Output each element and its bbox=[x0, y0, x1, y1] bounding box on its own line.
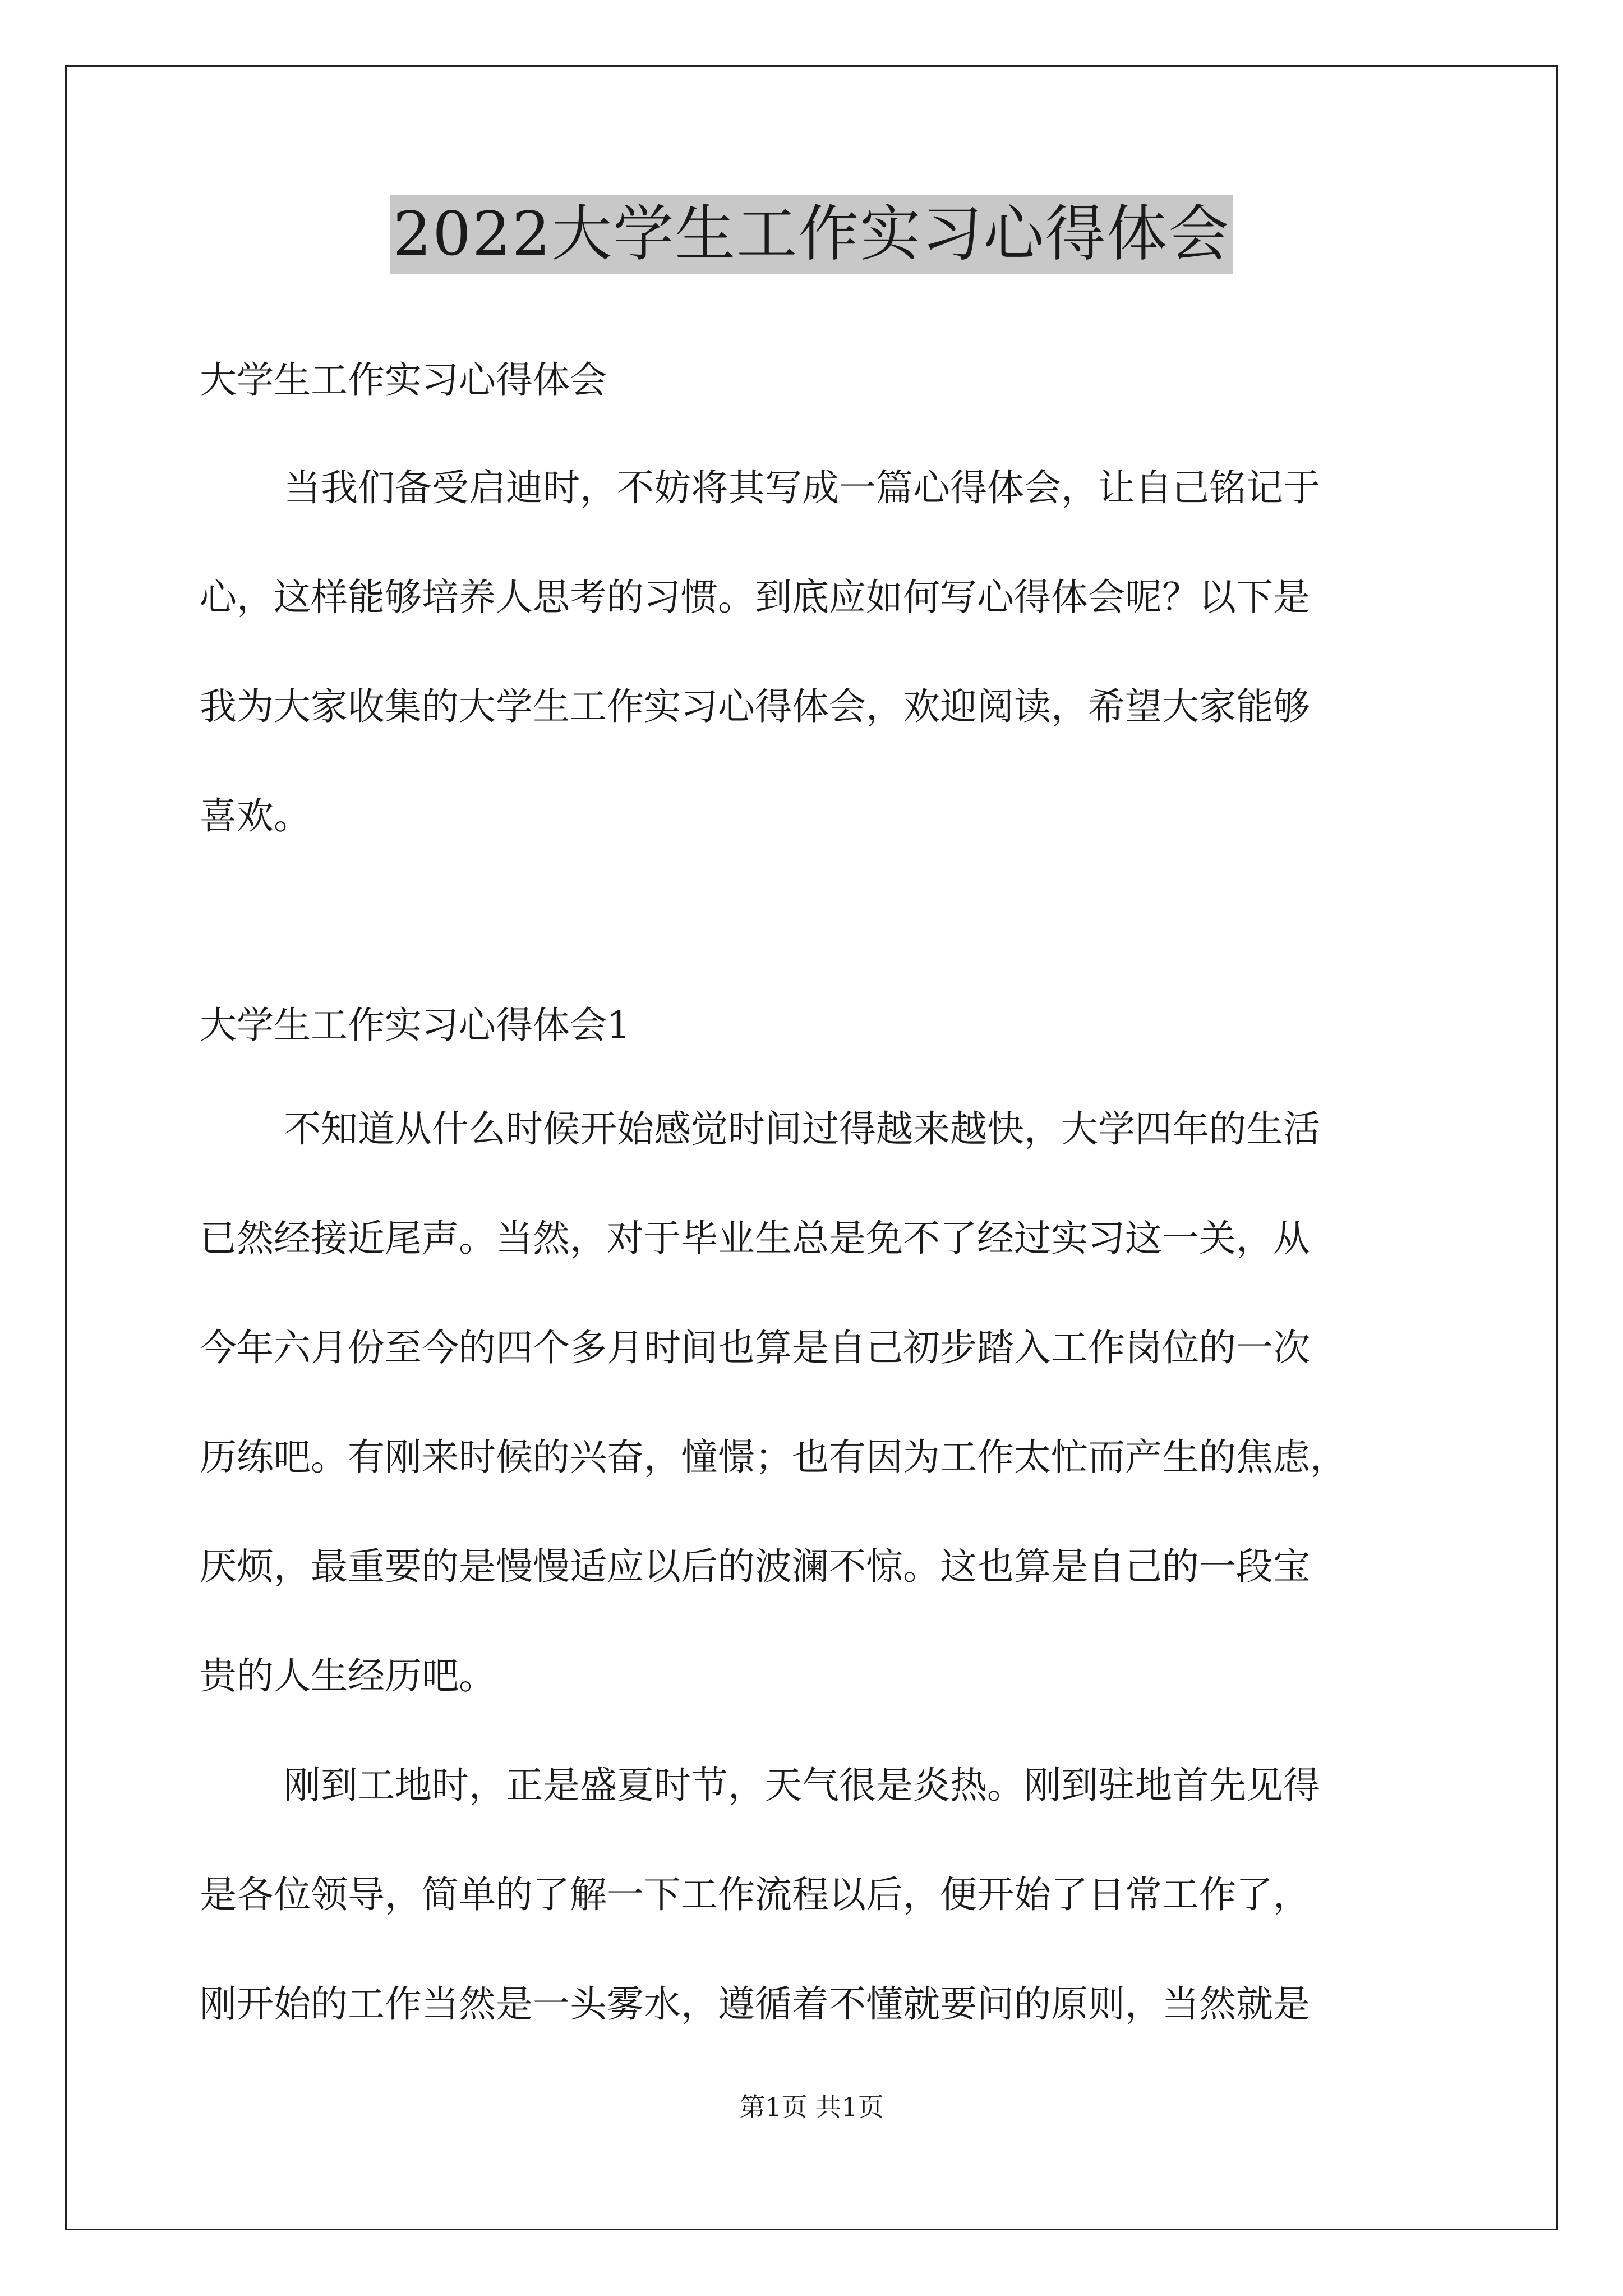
title-container bbox=[0, 195, 1623, 274]
para2-line: 是各位领导，简单的了解一下工作流程以后，便开始了日常工作了， bbox=[200, 1873, 1310, 1916]
section1-heading: 大学生工作实习心得体会1 bbox=[200, 1004, 630, 1047]
para1-line: 厌烦，最重要的是慢慢适应以后的波澜不惊。这也算是自己的一段宝 bbox=[200, 1545, 1310, 1588]
intro-line: 我为大家收集的大学生工作实习心得体会，欢迎阅读，希望大家能够 bbox=[200, 685, 1310, 728]
main-heading: 大学生工作实习心得体会 bbox=[200, 358, 607, 402]
document-title: 2022大学生工作实习心得体会 bbox=[390, 195, 1234, 274]
para2-line: 刚开始的工作当然是一头雾水，遵循着不懂就要问的原则，当然就是 bbox=[200, 1982, 1310, 2026]
para1-line: 贵的人生经历吧。 bbox=[200, 1654, 496, 1697]
intro-line: 心，这样能够培养人思考的习惯。到底应如何写心得体会呢？以下是 bbox=[200, 576, 1310, 619]
intro-line: 喜欢。 bbox=[200, 794, 311, 838]
para1-line: 不知道从什么时候开始感觉时间过得越来越快，大学四年的生活 bbox=[284, 1107, 1320, 1151]
para1-line: 今年六月份至今的四个多月时间也算是自己初步踏入工作岗位的一次 bbox=[200, 1326, 1310, 1369]
intro-line: 当我们备受启迪时，不妨将其写成一篇心得体会，让自己铭记于 bbox=[284, 466, 1320, 509]
para1-line: 历练吧。有刚来时候的兴奋，憧憬；也有因为工作太忙而产生的焦虑， bbox=[200, 1435, 1347, 1479]
page-footer: 第1页 共1页 bbox=[739, 2092, 884, 2122]
para1-line: 已然经接近尾声。当然，对于毕业生总是免不了经过实习这一关，从 bbox=[200, 1217, 1310, 1260]
para2-line: 刚到工地时，正是盛夏时节，天气很是炎热。刚到驻地首先见得 bbox=[284, 1764, 1320, 1807]
